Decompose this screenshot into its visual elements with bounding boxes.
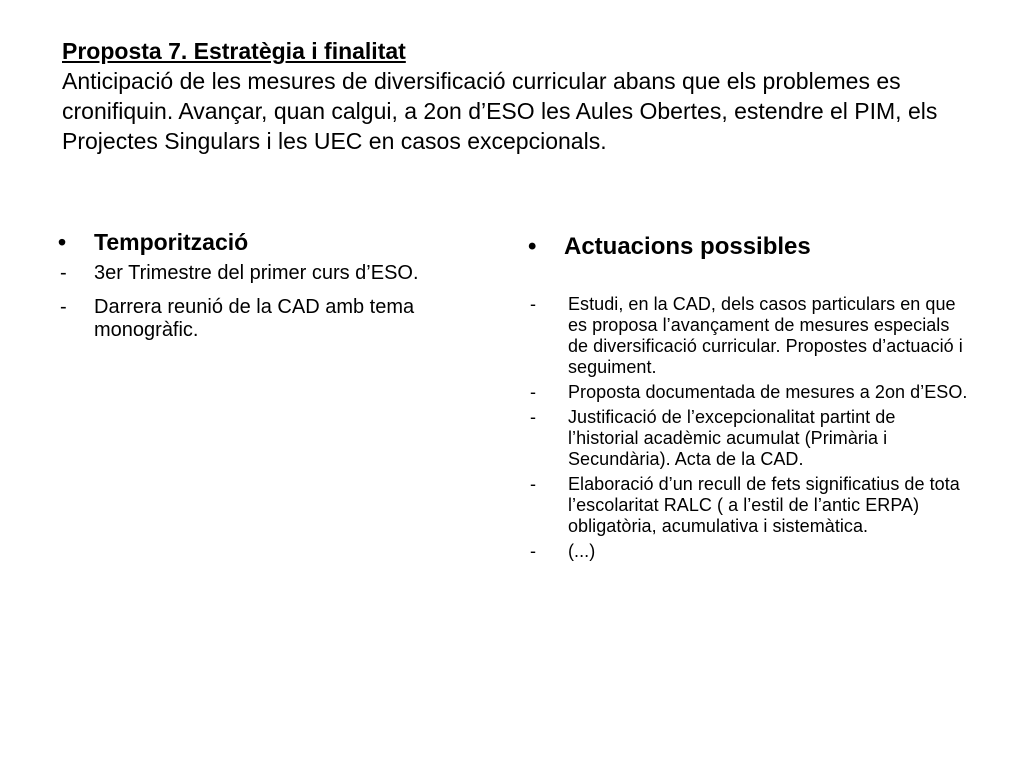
right-heading-label: Actuacions possibles (564, 233, 811, 260)
list-item (528, 541, 968, 562)
list-item (58, 296, 458, 342)
list-item-text: Estudi, en la CAD, dels casos particulars en que es proposa l’avançament de mesures especials de diversificació curricular. Propostes d’actuació i seguiment. (568, 294, 963, 377)
list-item (528, 474, 968, 537)
left-heading (58, 226, 458, 258)
bullet-icon: • (58, 229, 67, 255)
slide-subtitle: Anticipació de les mesures de diversificació curricular abans que els problemes es cronifiquin. Avançar, quan calgui, a 2on d’ESO les Aules Obertes, estendre el PIM, els Projectes Singulars i les UEC en casos excepcionals. (62, 68, 938, 154)
list-item-text: 3er Trimestre del primer curs d’ESO. (94, 262, 419, 284)
left-heading-label: Temporització (94, 229, 249, 255)
right-column (528, 230, 968, 566)
slide-title-block (62, 36, 982, 156)
list-item-text: (...) (568, 541, 596, 561)
left-list (58, 262, 458, 342)
list-item-text: Elaboració d’un recull de fets significatius de tota l’escolaritat RALC ( a l’estil de l’antic ERPA) obligatòria, acumulativa i sistemàtica. (568, 474, 960, 536)
dash-icon: - (530, 474, 537, 494)
right-heading (528, 230, 968, 264)
dash-icon: - (530, 407, 537, 427)
left-column (58, 226, 458, 353)
dash-icon: - (530, 294, 537, 314)
dash-icon: - (60, 296, 67, 318)
dash-icon: - (530, 541, 537, 561)
slide-title: Proposta 7. Estratègia i finalitat (62, 38, 406, 64)
right-list (528, 294, 968, 562)
list-item-text: Proposta documentada de mesures a 2on d’ESO. (568, 382, 968, 402)
list-item (528, 294, 968, 378)
list-item-text: Justificació de l’excepcionalitat partint de l’historial acadèmic acumulat (Primària i Secundària). Acta de la CAD. (568, 407, 896, 469)
list-item (58, 262, 458, 285)
list-item (528, 407, 968, 470)
list-item (528, 382, 968, 403)
list-item-text: Darrera reunió de la CAD amb tema monogràfic. (94, 296, 415, 341)
dash-icon: - (530, 382, 537, 402)
bullet-icon: • (528, 233, 537, 260)
dash-icon: - (60, 262, 67, 284)
